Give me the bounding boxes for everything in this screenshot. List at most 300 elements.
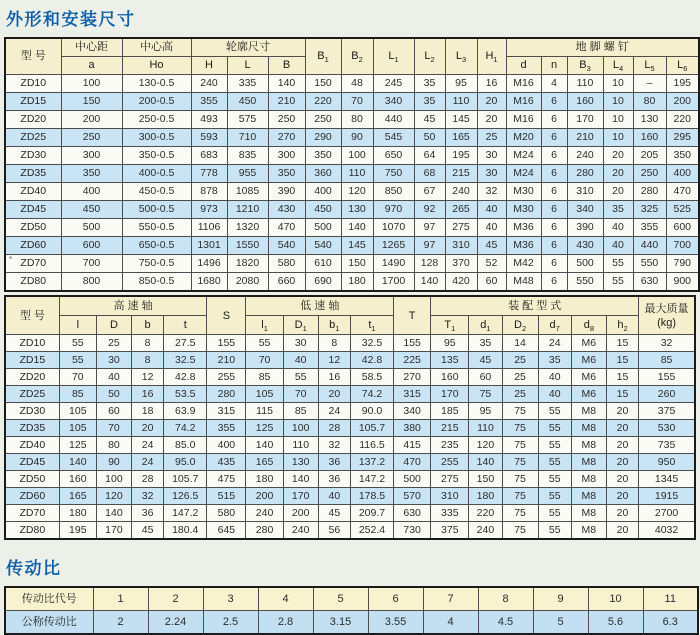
data-cell: 1 [93,587,148,611]
table-row [5,420,695,437]
data-cell: 100 [283,420,318,437]
data-cell: 6 [541,219,567,237]
data-cell: 575 [227,111,268,129]
data-cell: 105.7 [164,471,207,488]
data-cell: 5 [533,611,588,635]
data-cell: M30 [506,183,541,201]
data-cell: 80 [96,437,131,454]
data-cell: 4 [423,611,478,635]
data-cell: 4032 [639,522,695,540]
data-cell: 310 [445,237,477,255]
data-cell: 500 [61,219,122,237]
data-cell: 30 [96,352,131,369]
data-cell: 55 [246,335,283,352]
data-cell: 20 [606,488,638,505]
data-cell: 140 [246,437,283,454]
table-row [5,352,695,369]
data-cell: 110 [567,75,603,93]
data-cell: 580 [268,255,305,273]
data-cell: 20 [603,165,633,183]
data-cell: 75 [502,420,538,437]
data-cell: ZD15 [5,352,59,369]
data-cell: 75 [469,386,502,403]
data-cell: 30 [477,147,506,165]
data-cell: 1320 [227,219,268,237]
data-cell: 145 [341,237,373,255]
data-cell: ZD20 [5,111,61,129]
data-cell: 900 [666,273,699,292]
data-cell: 280 [633,183,666,201]
data-cell: 6 [541,147,567,165]
data-cell: 97 [414,219,445,237]
data-cell: 20 [606,454,638,471]
data-cell: 4 [258,587,313,611]
data-cell: 20 [318,386,350,403]
data-cell: 225 [394,352,431,369]
data-cell: ZD10 [5,335,59,352]
data-cell: 25 [502,386,538,403]
data-cell: M8 [571,420,606,437]
data-cell: 778 [191,165,227,183]
data-cell: 1301 [191,237,227,255]
data-cell: 470 [268,219,305,237]
data-cell: 600 [666,219,699,237]
data-cell: 32 [132,488,164,505]
data-cell: 42.8 [350,352,393,369]
data-cell: 440 [633,237,666,255]
data-cell: 20 [606,420,638,437]
data-cell: 355 [191,93,227,111]
data-cell: 710 [227,129,268,147]
data-cell: 53.5 [164,386,207,403]
table-row [5,93,699,111]
data-cell: 20 [477,93,506,111]
table-row [5,454,695,471]
data-cell: 155 [639,369,695,386]
data-cell: 116.5 [350,437,393,454]
data-cell: 8 [478,587,533,611]
header-cell: $b_1$ [318,316,350,335]
header-cell: a [61,57,122,75]
data-cell: 160 [567,93,603,111]
data-cell: 240 [191,75,227,93]
data-cell: 185 [431,403,469,420]
data-cell: 240 [445,183,477,201]
data-cell: 195 [445,147,477,165]
data-cell: ZD50 [5,219,61,237]
table-row [5,273,699,292]
data-cell: 180 [59,505,96,522]
table-row [5,386,695,403]
data-cell: 110 [469,420,502,437]
data-cell: 1106 [191,219,227,237]
data-cell: 80 [341,111,373,129]
data-cell: M8 [571,403,606,420]
data-cell: 240 [246,505,283,522]
data-cell: ZD60 [5,237,61,255]
data-cell: * ZD70 [5,255,61,273]
data-cell: 5.6 [588,611,643,635]
data-cell: 350 [305,147,341,165]
data-cell: 250 [305,111,341,129]
header-cell: $L_3$ [445,38,477,75]
data-cell: 20 [132,420,164,437]
data-cell: 475 [207,471,246,488]
data-cell: 115 [246,403,283,420]
data-cell: 12 [318,352,350,369]
data-cell: 110 [445,93,477,111]
header-cell: t [164,316,207,335]
table-row [5,403,695,420]
data-cell: 195 [666,75,699,93]
data-cell: 55 [538,505,571,522]
header-cell: $H_1$ [477,38,506,75]
data-cell: 200 [666,93,699,111]
data-cell: 100 [96,471,131,488]
data-cell: 255 [207,369,246,386]
data-cell: 315 [207,403,246,420]
data-cell: 25 [477,129,506,147]
data-cell: 16 [477,75,506,93]
data-cell: 28 [132,471,164,488]
data-cell: ZD25 [5,386,59,403]
data-cell: 360 [305,165,341,183]
data-cell: 147.2 [350,471,393,488]
table-row [5,522,695,540]
data-cell: 280 [207,386,246,403]
data-cell: 170 [96,522,131,540]
table-row [5,237,699,255]
data-cell: 130 [633,111,666,129]
data-cell: 40 [96,369,131,386]
header-cell: 轮廓尺寸 [191,38,305,57]
table-row [5,611,698,635]
data-cell: 70 [59,369,96,386]
table-row [5,369,695,386]
data-cell: 3.15 [313,611,368,635]
data-cell: 450-0.5 [122,183,191,201]
data-cell: 75 [502,403,538,420]
data-cell: 130 [283,454,318,471]
data-cell: 2.8 [258,611,313,635]
data-cell: 32 [639,335,695,352]
data-cell: M42 [506,255,541,273]
data-cell: 50 [96,386,131,403]
data-cell: 75 [502,454,538,471]
data-cell: 45 [414,111,445,129]
data-cell: 270 [268,129,305,147]
header-cell: $D_2$ [502,316,538,335]
data-cell: 220 [666,111,699,129]
data-cell: ZD10 [5,75,61,93]
data-cell: 15 [606,369,638,386]
data-cell: 90 [96,454,131,471]
data-cell: 270 [394,369,431,386]
data-cell: 170 [431,386,469,403]
data-cell: 10 [603,129,633,147]
data-cell: M30 [506,201,541,219]
data-cell: 128 [414,255,445,273]
data-cell: ZD30 [5,403,59,420]
data-cell: 140 [283,471,318,488]
data-cell: 1680 [191,273,227,292]
data-cell: 30 [283,335,318,352]
data-cell: 1345 [639,471,695,488]
transmission-ratio-table [4,586,699,635]
data-cell: M24 [506,165,541,183]
data-cell: 1085 [227,183,268,201]
data-cell: 540 [305,237,341,255]
data-cell: 74.2 [350,386,393,403]
data-cell: M8 [571,471,606,488]
data-cell: 55 [538,454,571,471]
data-cell: 140 [268,75,305,93]
data-cell: 260 [639,386,695,403]
data-cell: 280 [567,165,603,183]
data-cell: 1496 [191,255,227,273]
data-cell: 340 [394,403,431,420]
data-cell: 40 [603,219,633,237]
data-cell: 220 [305,93,341,111]
data-cell: 140 [341,219,373,237]
data-cell: 32.5 [350,335,393,352]
data-cell: 8 [318,335,350,352]
data-cell: 55 [538,471,571,488]
data-cell: 150 [469,471,502,488]
table-row [5,219,699,237]
data-cell: 700 [61,255,122,273]
data-cell: 32 [318,437,350,454]
table-row [5,437,695,454]
table-row [5,183,699,201]
data-cell: 55 [603,255,633,273]
header-cell: Ho [122,57,191,75]
table-row [5,147,699,165]
table-row [5,165,699,183]
data-cell: 20 [606,522,638,540]
data-cell: 20 [606,505,638,522]
data-cell: 55 [538,488,571,505]
data-cell: ZD30 [5,147,61,165]
data-cell: 100 [341,147,373,165]
data-cell: 45 [318,505,350,522]
data-cell: 430 [268,201,305,219]
table-row [5,471,695,488]
data-cell: 40 [538,386,571,403]
data-cell: 85 [283,403,318,420]
header-cell: 装 配 型 式 [431,296,639,316]
data-cell: 470 [666,183,699,201]
data-cell: ZD50 [5,471,59,488]
data-cell: 300 [61,147,122,165]
data-cell: 700 [666,237,699,255]
data-cell: 1700 [373,273,414,292]
data-cell: 90.0 [350,403,393,420]
data-cell: 56 [318,522,350,540]
header-cell: $L_1$ [373,38,414,75]
data-cell: 74.2 [164,420,207,437]
data-cell: ZD20 [5,369,59,386]
data-cell: 245 [373,75,414,93]
data-cell: 430 [567,237,603,255]
data-cell: 10 [603,75,633,93]
data-cell: 600 [61,237,122,255]
data-cell: 18 [132,403,164,420]
data-cell: 1070 [373,219,414,237]
data-cell: M6 [571,386,606,403]
data-cell: 97 [414,237,445,255]
data-cell: ZD15 [5,93,61,111]
data-cell: ZD35 [5,165,61,183]
data-cell: ZD45 [5,201,61,219]
data-cell: M48 [506,273,541,292]
data-cell: 165 [246,454,283,471]
table-row [5,505,695,522]
data-cell: ZD35 [5,420,59,437]
header-row [5,296,695,316]
dimensions-table-outline [4,37,700,292]
data-cell: 7 [423,587,478,611]
data-cell: 140 [96,505,131,522]
data-cell: 40 [538,369,571,386]
header-cell: B [268,57,305,75]
data-cell: M16 [506,75,541,93]
data-cell: ZD70 [5,505,59,522]
data-cell: 55 [538,420,571,437]
data-cell: 35 [414,93,445,111]
table-row [5,129,699,147]
data-cell: ZD25 [5,129,61,147]
data-cell: 240 [283,522,318,540]
data-cell: 290 [305,129,341,147]
data-cell: 1820 [227,255,268,273]
data-cell: 12 [132,369,164,386]
data-cell: 950 [639,454,695,471]
data-cell: 4.5 [478,611,533,635]
data-cell: M8 [571,454,606,471]
data-cell: 610 [305,255,341,273]
data-cell: M36 [506,219,541,237]
data-cell: M8 [571,488,606,505]
data-cell: 58.5 [350,369,393,386]
data-cell: 36 [132,505,164,522]
data-cell: 40 [477,219,506,237]
data-cell: 355 [207,420,246,437]
data-cell: 64 [414,147,445,165]
data-cell: 60 [469,369,502,386]
data-cell: 95 [469,403,502,420]
data-cell: 140 [59,454,96,471]
data-cell: 650 [373,147,414,165]
data-cell: 15 [606,335,638,352]
data-cell: 180 [341,273,373,292]
data-cell: 1265 [373,237,414,255]
header-cell: $D_1$ [283,316,318,335]
data-cell: 120 [341,183,373,201]
data-cell: M8 [571,522,606,540]
data-cell: 40 [318,488,350,505]
data-cell: 350-0.5 [122,147,191,165]
header-cell: $T_1$ [431,316,469,335]
data-cell: 1210 [227,201,268,219]
data-cell: 20 [606,403,638,420]
data-cell: 55 [538,403,571,420]
data-cell: 140 [414,273,445,292]
data-cell: 973 [191,201,227,219]
table-row [5,111,699,129]
data-cell: 15 [606,352,638,369]
data-cell: 420 [445,273,477,292]
footnote-marker: * [9,255,13,264]
data-cell: 2080 [227,273,268,292]
data-cell: 6 [541,129,567,147]
data-cell: 14 [502,335,538,352]
data-cell: 45 [132,522,164,540]
section-title-ratio: 传动比 [6,559,62,578]
data-cell: 95 [431,335,469,352]
data-cell: 350 [268,165,305,183]
data-cell: 180 [246,471,283,488]
data-cell: 100 [61,75,122,93]
data-cell: 280 [246,522,283,540]
data-cell: 40 [477,201,506,219]
data-cell: 220 [469,505,502,522]
data-cell: 48 [341,75,373,93]
data-cell: 75 [502,505,538,522]
header-cell: 高 速 轴 [59,296,207,316]
data-cell: 105 [59,420,96,437]
data-cell: 6 [541,273,567,292]
header-cell: l [59,316,96,335]
data-cell: 105 [246,386,283,403]
data-cell: 110 [341,165,373,183]
data-cell: 36 [318,454,350,471]
data-cell: 400 [305,183,341,201]
header-cell: 中心高 [122,38,191,57]
data-cell: 209.7 [350,505,393,522]
data-cell: ZD45 [5,454,59,471]
data-cell: 205 [633,147,666,165]
data-cell: 470 [394,454,431,471]
data-cell: M8 [571,437,606,454]
data-cell: 75 [502,437,538,454]
data-cell: 390 [268,183,305,201]
header-cell: $h_2$ [606,316,638,335]
data-cell: M6 [571,335,606,352]
data-cell: 178.5 [350,488,393,505]
data-cell: 35 [469,335,502,352]
data-cell: M16 [506,111,541,129]
data-cell: 75 [502,471,538,488]
data-cell: 67 [414,183,445,201]
data-cell: 6 [541,111,567,129]
table-row [5,201,699,219]
data-cell: 250 [61,129,122,147]
data-cell: 126.5 [164,488,207,505]
data-cell: 95.0 [164,454,207,471]
data-cell: 275 [445,219,477,237]
data-cell: 210 [207,352,246,369]
data-cell: M20 [506,129,541,147]
header-cell: $d_7$ [538,316,571,335]
data-cell: 85 [246,369,283,386]
data-cell: 2700 [639,505,695,522]
data-cell: 493 [191,111,227,129]
data-cell: 45 [477,237,506,255]
data-cell: 20 [606,471,638,488]
data-cell: ZD60 [5,488,59,505]
data-cell: 55 [283,369,318,386]
